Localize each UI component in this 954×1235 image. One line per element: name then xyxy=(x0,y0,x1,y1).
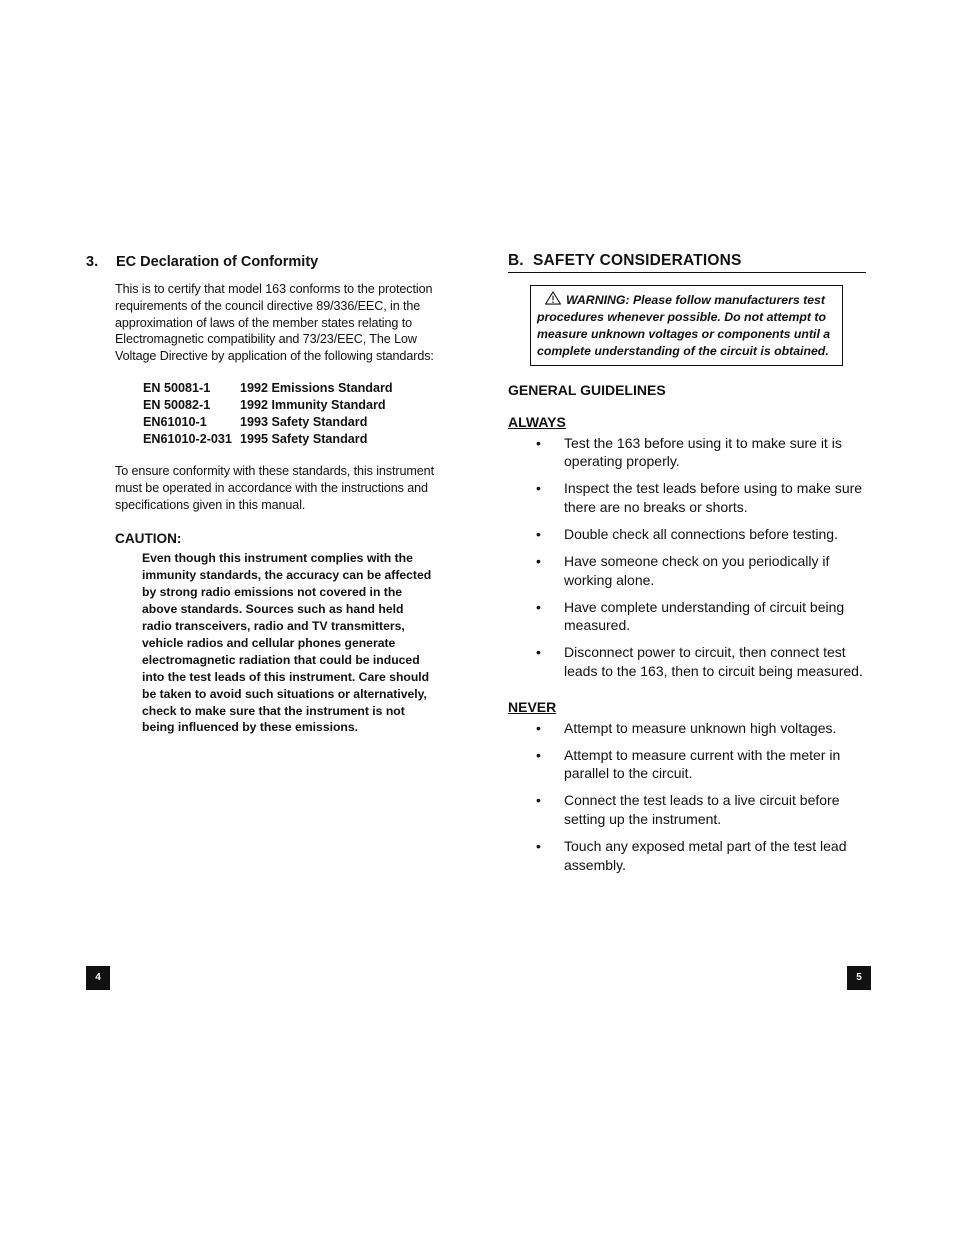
list-item-text: Test the 163 before using it to make sure it is operating properly. xyxy=(564,434,842,470)
page-number-left: 4 xyxy=(86,966,110,990)
standard-row xyxy=(143,397,393,414)
general-guidelines-heading: GENERAL GUIDELINES xyxy=(508,381,666,398)
standard-row xyxy=(143,431,393,448)
list-item-text: Attempt to measure unknown high voltages. xyxy=(564,719,837,736)
bullet: • xyxy=(536,553,541,570)
standard-code: EN 50082-1 xyxy=(143,397,211,412)
list-item-text: Inspect the test leads before using to make sure there are no breaks or shorts. xyxy=(564,480,863,515)
standard-code: EN61010-1 xyxy=(143,414,207,429)
standard-desc: 1992 Immunity Standard xyxy=(240,397,386,412)
bullet: • xyxy=(536,792,541,809)
list-item xyxy=(508,525,866,544)
list-item-text: Disconnect power to circuit, then connect test leads to the 163, then to circuit being measured. xyxy=(564,644,863,680)
list-item xyxy=(508,552,866,589)
section-title: SAFETY CONSIDERATIONS xyxy=(533,252,742,269)
standards-table xyxy=(143,380,393,448)
list-item xyxy=(508,719,866,738)
list-item xyxy=(508,479,866,516)
standard-code: EN 50081-1 xyxy=(143,380,211,395)
list-item xyxy=(508,643,866,680)
left-column xyxy=(86,254,458,736)
section-title: EC Declaration of Conformity xyxy=(116,254,319,270)
list-item xyxy=(508,791,866,828)
section-number: 3. xyxy=(86,254,99,270)
ensure-paragraph: To ensure conformity with these standards, this instrument must be operated in accordance with the instructions and specifications given in this manual. xyxy=(115,463,434,512)
standard-row xyxy=(143,380,393,397)
bullet: • xyxy=(536,644,541,661)
conformity-paragraph: This is to certify that model 163 conforms to the protection requirements of the council directive 89/336/EEC, in the approximation of laws of the member states relating to Electromagnetic compatibility and 73/23/EEC, The Low Voltage Directive by application of the following standards: xyxy=(115,282,434,364)
page-number-right: 5 xyxy=(847,966,871,990)
bullet: • xyxy=(536,480,541,497)
list-item xyxy=(508,837,866,874)
list-item-text: Connect the test leads to a live circuit before setting up the instrument. xyxy=(564,792,840,828)
list-item-text: Double check all connections before testing. xyxy=(564,526,838,542)
bullet: • xyxy=(536,838,541,855)
list-item-text: Touch any exposed metal part of the test lead assembly. xyxy=(564,838,847,873)
standard-desc: 1992 Emissions Standard xyxy=(240,380,393,395)
warning-box xyxy=(530,285,843,366)
warning-triangle-icon xyxy=(544,291,562,305)
list-item xyxy=(508,746,866,783)
standard-desc: 1993 Safety Standard xyxy=(240,414,368,429)
bullet: • xyxy=(536,598,541,615)
standard-desc: 1995 Safety Standard xyxy=(240,431,368,446)
list-item-text: Have someone check on you periodically if working alone. xyxy=(564,553,830,588)
right-column xyxy=(508,252,866,883)
always-heading: ALWAYS xyxy=(508,413,566,430)
bullet: • xyxy=(536,434,541,451)
caution-heading: CAUTION: xyxy=(115,531,182,547)
list-item-text: Have complete understanding of circuit being measured. xyxy=(564,598,845,634)
list-item xyxy=(508,598,866,635)
caution-paragraph: Even though this instrument complies with the immunity standards, the accuracy can be affected by strong radio emissions not covered in the above standards. Sources such as hand held radio transceivers, radio and TV transmitters, vehicle radios and cellular phones generate electromagnetic radiation that could be induced into the test leads of this instrument. Care should be taken to avoid such situations or alternatively, check to make sure that the instrument is not being influenced by these emissions. xyxy=(142,551,432,735)
standard-code: EN61010-2-031 xyxy=(143,431,232,446)
never-heading: NEVER xyxy=(508,698,557,715)
bullet: • xyxy=(536,526,541,542)
bullet: • xyxy=(536,746,541,763)
warning-text: WARNING: Please follow manufacturers test procedures whenever possible. Do not attempt to measure unknown voltages or components until a complete understanding of the circuit is obtained. xyxy=(537,293,831,358)
safety-section-heading xyxy=(508,252,866,273)
never-list xyxy=(508,719,866,875)
section-3-heading xyxy=(86,254,458,274)
standard-row xyxy=(143,414,393,431)
section-letter: B. xyxy=(508,252,524,269)
list-item xyxy=(508,434,866,471)
always-list xyxy=(508,434,866,681)
list-item-text: Attempt to measure current with the meter in parallel to the circuit. xyxy=(564,746,841,782)
bullet: • xyxy=(536,719,541,736)
